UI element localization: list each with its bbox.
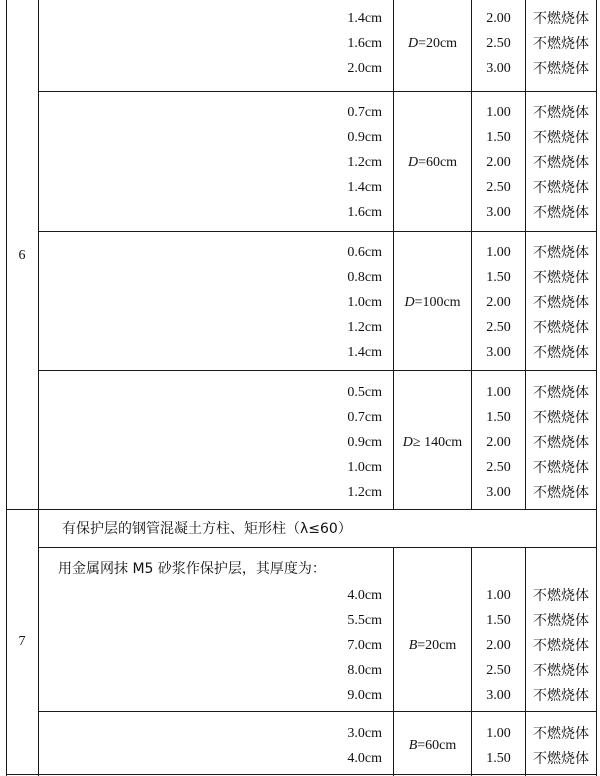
thickness-value: 0.5cm bbox=[347, 385, 382, 400]
thickness-value: 5.5cm bbox=[347, 613, 382, 628]
diameter-symbol: D bbox=[402, 435, 413, 450]
column-divider-size-left bbox=[393, 0, 394, 510]
fire-limit-value: 3.00 bbox=[486, 61, 511, 76]
block-divider bbox=[38, 231, 597, 232]
fire-limit-value: 2.50 bbox=[486, 180, 511, 195]
fire-limit-value: 2.50 bbox=[486, 320, 511, 335]
combustion-property: 不燃烧体 bbox=[533, 460, 589, 476]
diameter-label bbox=[394, 296, 471, 310]
block-divider bbox=[38, 91, 597, 92]
diameter-label bbox=[394, 436, 471, 450]
thickness-value: 0.9cm bbox=[347, 435, 382, 450]
fire-limit-value: 1.00 bbox=[486, 588, 511, 603]
fire-limit-value: 2.00 bbox=[486, 435, 511, 450]
diameter-label bbox=[394, 156, 471, 170]
fire-limit-value: 1.00 bbox=[486, 245, 511, 260]
width-symbol: B bbox=[408, 738, 418, 753]
diameter-value: =60cm bbox=[418, 155, 458, 170]
thickness-value: 2.0cm bbox=[347, 61, 382, 76]
block-divider bbox=[38, 711, 597, 712]
thickness-value: 1.6cm bbox=[347, 36, 382, 51]
fire-limit-value: 3.00 bbox=[486, 688, 511, 703]
combustion-property: 不燃烧体 bbox=[533, 155, 589, 171]
combustion-property: 不燃烧体 bbox=[533, 61, 589, 77]
combustion-property: 不燃烧体 bbox=[533, 105, 589, 121]
combustion-property: 不燃烧体 bbox=[533, 345, 589, 361]
combustion-property: 不燃烧体 bbox=[533, 410, 589, 426]
width-value: =60cm bbox=[417, 738, 457, 753]
fire-limit-value: 1.00 bbox=[486, 726, 511, 741]
thickness-value: 4.0cm bbox=[347, 751, 382, 766]
thickness-value: 4.0cm bbox=[347, 588, 382, 603]
diameter-label bbox=[394, 37, 471, 51]
fire-limit-value: 3.00 bbox=[486, 345, 511, 360]
table-border-right bbox=[596, 0, 597, 776]
thickness-value: 1.4cm bbox=[347, 180, 382, 195]
combustion-property: 不燃烧体 bbox=[533, 320, 589, 336]
column-divider-limit-g7 bbox=[525, 548, 526, 776]
thickness-value: 0.8cm bbox=[347, 270, 382, 285]
fire-limit-value: 1.50 bbox=[486, 130, 511, 145]
diameter-value: =20cm bbox=[418, 36, 458, 51]
thickness-value: 1.0cm bbox=[347, 295, 382, 310]
combustion-property: 不燃烧体 bbox=[533, 726, 589, 742]
column-divider-size-right-g7 bbox=[471, 548, 472, 776]
group-title: 有保护层的钢管混凝土方柱、矩形柱（λ≤60） bbox=[62, 521, 352, 537]
thickness-value: 1.2cm bbox=[347, 155, 382, 170]
fire-limit-value: 1.50 bbox=[486, 270, 511, 285]
fire-limit-value: 2.50 bbox=[486, 460, 511, 475]
thickness-value: 7.0cm bbox=[347, 638, 382, 653]
thickness-value: 0.6cm bbox=[347, 245, 382, 260]
combustion-property: 不燃烧体 bbox=[533, 663, 589, 679]
thickness-value: 1.0cm bbox=[347, 460, 382, 475]
fire-limit-value: 3.00 bbox=[486, 485, 511, 500]
thickness-value: 0.7cm bbox=[347, 410, 382, 425]
thickness-value: 0.7cm bbox=[347, 105, 382, 120]
combustion-property: 不燃烧体 bbox=[533, 385, 589, 401]
fire-limit-value: 2.00 bbox=[486, 11, 511, 26]
fire-limit-value: 1.00 bbox=[486, 385, 511, 400]
combustion-property: 不燃烧体 bbox=[533, 11, 589, 27]
width-symbol: B bbox=[408, 638, 418, 653]
fire-limit-value: 2.50 bbox=[486, 663, 511, 678]
fire-limit-value: 2.00 bbox=[486, 295, 511, 310]
column-divider-no bbox=[38, 0, 39, 776]
combustion-property: 不燃烧体 bbox=[533, 613, 589, 629]
combustion-property: 不燃烧体 bbox=[533, 245, 589, 261]
thickness-value: 1.2cm bbox=[347, 320, 382, 335]
thickness-value: 3.0cm bbox=[347, 726, 382, 741]
combustion-property: 不燃烧体 bbox=[533, 485, 589, 501]
fire-limit-value: 1.50 bbox=[486, 410, 511, 425]
fire-limit-value: 1.50 bbox=[486, 751, 511, 766]
width-value: =20cm bbox=[417, 638, 457, 653]
group-subtitle: 用金属网抹 M5 砂浆作保护层，其厚度为： bbox=[58, 561, 326, 577]
fire-limit-value: 1.50 bbox=[486, 613, 511, 628]
combustion-property: 不燃烧体 bbox=[533, 205, 589, 221]
thickness-value: 9.0cm bbox=[347, 688, 382, 703]
thickness-value: 8.0cm bbox=[347, 663, 382, 678]
row-number: 6 bbox=[18, 248, 26, 263]
thickness-value: 1.6cm bbox=[347, 205, 382, 220]
width-label bbox=[394, 639, 471, 653]
table-border-left bbox=[6, 0, 7, 776]
fire-limit-value: 1.00 bbox=[486, 105, 511, 120]
thickness-value: 0.9cm bbox=[347, 130, 382, 145]
thickness-value: 1.4cm bbox=[347, 11, 382, 26]
combustion-property: 不燃烧体 bbox=[533, 36, 589, 52]
combustion-property: 不燃烧体 bbox=[533, 751, 589, 767]
fire-limit-value: 2.00 bbox=[486, 155, 511, 170]
combustion-property: 不燃烧体 bbox=[533, 638, 589, 654]
group-divider bbox=[6, 509, 597, 510]
combustion-property: 不燃烧体 bbox=[533, 130, 589, 146]
diameter-symbol: D bbox=[407, 155, 419, 170]
thickness-value: 1.2cm bbox=[347, 485, 382, 500]
combustion-property: 不燃烧体 bbox=[533, 688, 589, 704]
fire-limit-value: 3.00 bbox=[486, 205, 511, 220]
width-label bbox=[394, 739, 471, 753]
group7-title-divider bbox=[38, 547, 597, 548]
diameter-value: =100cm bbox=[414, 295, 461, 310]
block-divider bbox=[38, 370, 597, 371]
combustion-property: 不燃烧体 bbox=[533, 435, 589, 451]
diameter-symbol: D bbox=[407, 36, 419, 51]
row-number: 7 bbox=[18, 634, 26, 649]
fire-limit-value: 2.00 bbox=[486, 638, 511, 653]
diameter-symbol: D bbox=[404, 295, 415, 310]
combustion-property: 不燃烧体 bbox=[533, 588, 589, 604]
fire-limit-value: 2.50 bbox=[486, 36, 511, 51]
combustion-property: 不燃烧体 bbox=[533, 295, 589, 311]
combustion-property: 不燃烧体 bbox=[533, 180, 589, 196]
diameter-value: ≥ 140cm bbox=[412, 435, 463, 450]
combustion-property: 不燃烧体 bbox=[533, 270, 589, 286]
table-border-bottom bbox=[6, 774, 597, 775]
thickness-value: 1.4cm bbox=[347, 345, 382, 360]
